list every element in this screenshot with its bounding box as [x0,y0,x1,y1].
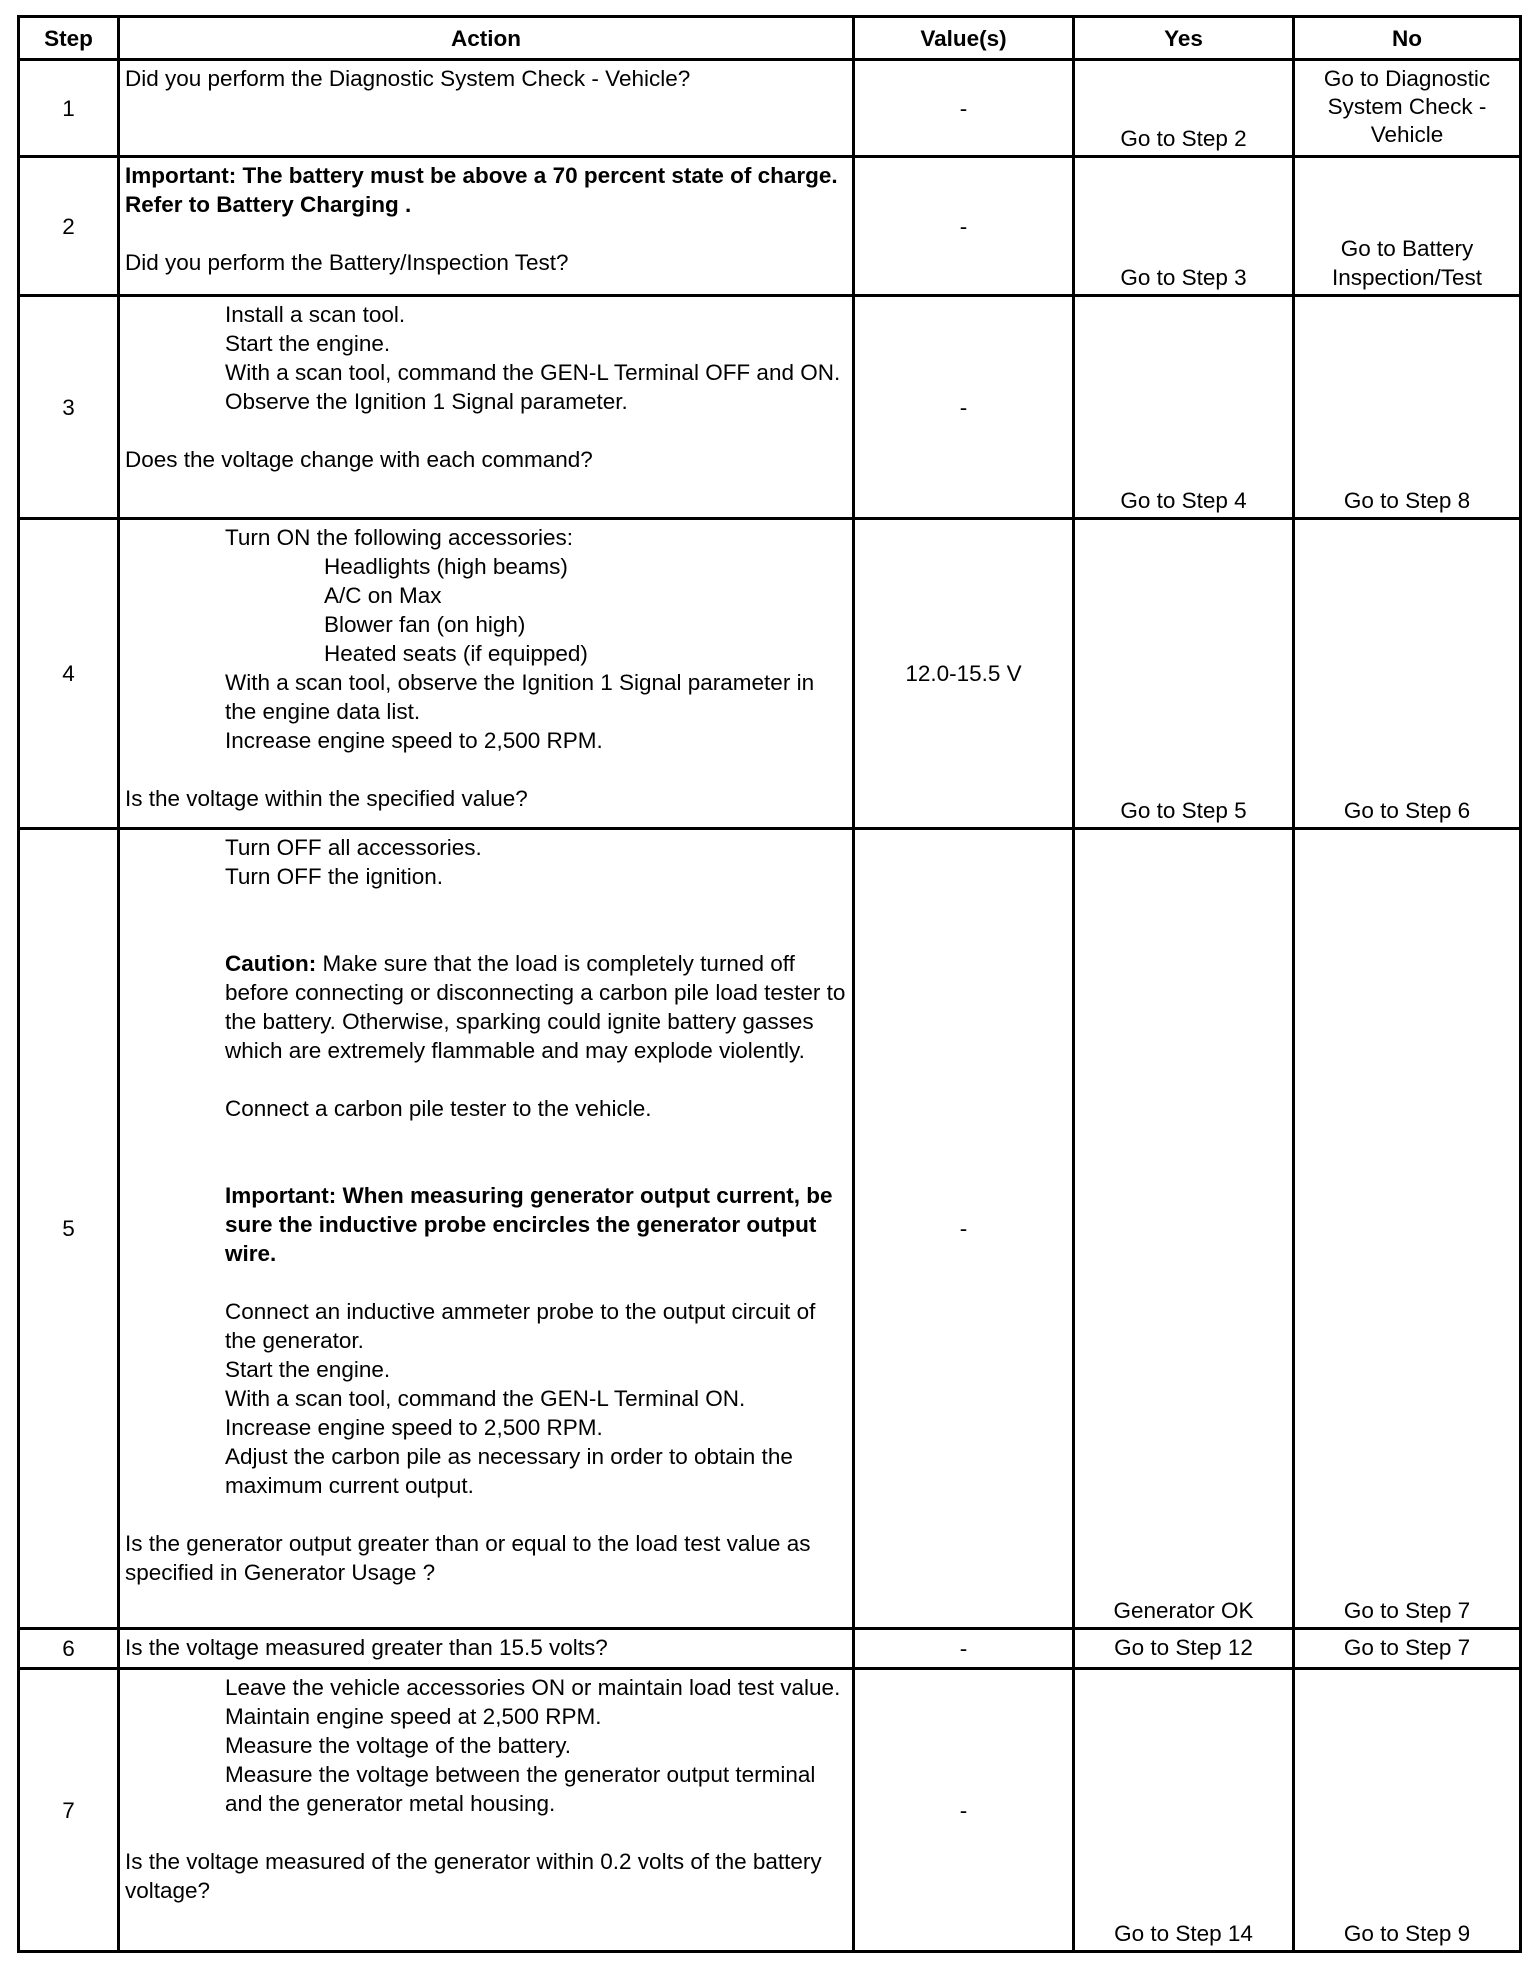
action-step: Measure the voltage between the generator output terminal and the generator metal housing. [225,1762,816,1816]
action-step: Install a scan tool. [225,302,406,327]
step-number: 4 [19,519,119,829]
step-number: 5 [19,829,119,1629]
no-cell: Go to Diagnostic System Check - Vehicle [1294,60,1521,157]
action-step: Turn OFF the ignition. [225,864,444,889]
action-question: Is the voltage measured greater than 15.5 volts? [125,1635,608,1660]
action-step: Start the engine. [225,1357,391,1382]
action-step: Maintain engine speed at 2,500 RPM. [225,1704,602,1729]
action-cell [119,157,854,296]
table-row [19,1629,1521,1669]
step-number: 1 [19,60,119,157]
value-cell: - [854,157,1074,296]
action-cell [119,1629,854,1669]
action-question: Is the voltage measured of the generator within 0.2 volts of the battery voltage? [125,1849,822,1903]
no-cell: Go to Step 7 [1294,1629,1521,1669]
value-cell: - [854,829,1074,1629]
action-step: Observe the Ignition 1 Signal parameter. [225,389,628,414]
accessory-item: Heated seats (if equipped) [324,641,588,666]
yes-cell: Go to Step 2 [1074,60,1294,157]
accessory-item: Headlights (high beams) [324,554,568,579]
header-yes: Yes [1074,17,1294,60]
action-step: Connect a carbon pile tester to the vehicle. [225,1096,652,1121]
no-cell: Go to Battery Inspection/Test [1294,157,1521,296]
action-question: Is the generator output greater than or equal to the load test value as specified in Generator Usage ? [125,1531,811,1585]
accessory-item: A/C on Max [324,583,442,608]
table-row [19,1669,1521,1952]
yes-cell: Generator OK [1074,829,1294,1629]
action-step: Connect an inductive ammeter probe to the output circuit of the generator. [225,1299,816,1353]
action-step: Turn OFF all accessories. [225,835,482,860]
accessory-item: Blower fan (on high) [324,612,526,637]
action-step: Leave the vehicle accessories ON or maintain load test value. [225,1675,841,1700]
action-step: Increase engine speed to 2,500 RPM. [225,728,603,753]
action-question: Does the voltage change with each command? [125,447,593,472]
yes-cell: Go to Step 4 [1074,296,1294,519]
action-step: With a scan tool, command the GEN-L Terminal OFF and ON. [225,360,841,385]
action-step: With a scan tool, observe the Ignition 1 Signal parameter in the engine data list. [225,670,815,724]
step-number: 2 [19,157,119,296]
caution-note [125,949,847,1065]
action-cell [119,519,854,829]
table-row [19,829,1521,1629]
value-cell: - [854,60,1074,157]
step-number: 7 [19,1669,119,1952]
header-no: No [1294,17,1521,60]
action-cell [119,829,854,1629]
action-step: Turn ON the following accessories: [225,525,574,550]
action-step: With a scan tool, command the GEN-L Terminal ON. [225,1386,746,1411]
action-cell [119,60,854,157]
value-cell: - [854,296,1074,519]
header-row [19,17,1521,60]
caution-label: Caution: [225,951,317,976]
action-step: Adjust the carbon pile as necessary in order to obtain the maximum current output. [225,1444,793,1498]
header-values: Value(s) [854,17,1074,60]
action-question: Did you perform the Diagnostic System Check - Vehicle? [125,66,691,91]
action-step: Increase engine speed to 2,500 RPM. [225,1415,603,1440]
action-cell [119,1669,854,1952]
table-row [19,519,1521,829]
no-cell: Go to Step 7 [1294,829,1521,1629]
action-question: Is the voltage within the specified value? [125,786,528,811]
yes-cell: Go to Step 12 [1074,1629,1294,1669]
action-step: Measure the voltage of the battery. [225,1733,572,1758]
value-cell: - [854,1629,1074,1669]
table-row [19,157,1521,296]
header-action: Action [119,17,854,60]
yes-cell: Go to Step 3 [1074,157,1294,296]
action-question: Did you perform the Battery/Inspection Test? [125,250,569,275]
no-cell: Go to Step 6 [1294,519,1521,829]
yes-cell: Go to Step 14 [1074,1669,1294,1952]
no-cell: Go to Step 9 [1294,1669,1521,1952]
yes-cell: Go to Step 5 [1074,519,1294,829]
important-note: Important: The battery must be above a 70 percent state of charge. Refer to Battery Charging . [125,163,838,217]
no-cell: Go to Step 8 [1294,296,1521,519]
step-number: 6 [19,1629,119,1669]
diagnostic-table [17,15,1522,1953]
action-cell [119,296,854,519]
action-step: Start the engine. [225,331,391,356]
value-cell: - [854,1669,1074,1952]
caution-text: Make sure that the load is completely turned off before connecting or disconnecting a carbon pile load tester to the battery. Otherwise, sparking could ignite battery gasses which are extremely flammable and may explode violently. [225,951,846,1063]
important-note: Important: When measuring generator output current, be sure the inductive probe encircles the generator output wire. [225,1183,833,1266]
table-row [19,60,1521,157]
step-number: 3 [19,296,119,519]
value-cell: 12.0-15.5 V [854,519,1074,829]
header-step: Step [19,17,119,60]
table-row [19,296,1521,519]
